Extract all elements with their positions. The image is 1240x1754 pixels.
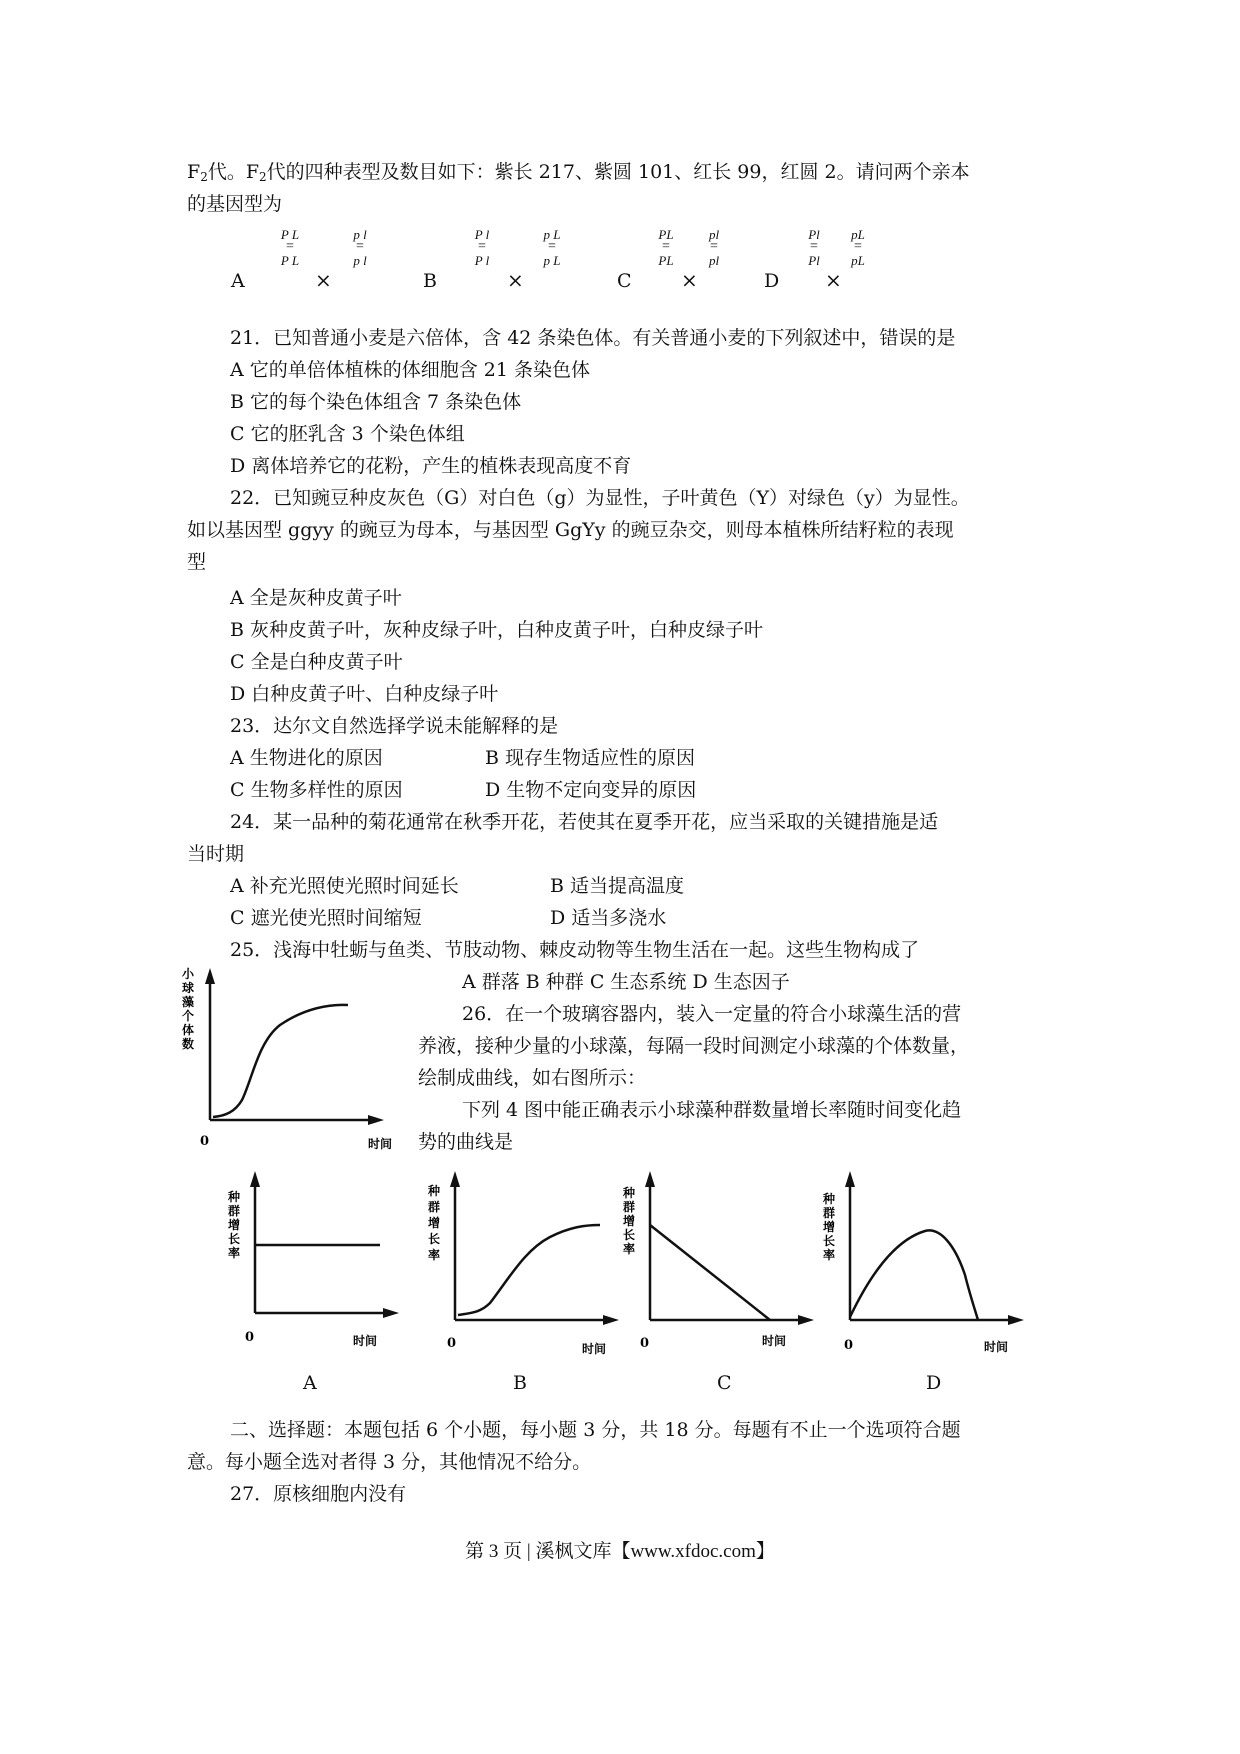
option-letter: B — [423, 270, 437, 292]
growth-rate-curve — [458, 1225, 600, 1315]
growth-rate-curve — [850, 1230, 978, 1320]
y-label-3: 增 — [623, 1214, 636, 1228]
option-letter: D — [764, 270, 780, 292]
q22-option-c: C 全是白种皮黄子叶 — [230, 651, 403, 673]
q26-stem-line2: 养液，接种少量的小球藻，每隔一段时间测定小球藻的个体数量， — [418, 1035, 970, 1057]
cross-sign: × — [315, 268, 332, 292]
y-label-2: 群 — [623, 1200, 636, 1214]
q26-stem-line4: 下列 4 图中能正确表示小球藻种群数量增长率随时间变化趋 — [462, 1099, 962, 1121]
y-label-5: 率 — [823, 1248, 836, 1262]
genotype-left: P L = P L — [280, 227, 300, 268]
genotype-left: Pl = Pl — [808, 227, 820, 268]
cross-sign: × — [681, 268, 698, 292]
q20-line1: $F_2$代。$F_2$代的四种表型及数目如下：紫长 217、紫圆 101、红长 99，红圆 2。请问两个亲本 — [187, 161, 970, 184]
y-axis-arrow — [845, 1171, 855, 1187]
q22-stem-line2: 如以基因型 ggyy 的豌豆为母本，与基因型 GgYy 的豌豆杂交，则母本植株所结籽粒的表现 — [187, 519, 954, 541]
genotype-right: pL = pL — [851, 227, 865, 268]
cross-sign: × — [825, 268, 842, 292]
y-label-2: 球 — [182, 981, 195, 995]
growth-rate-line — [650, 1225, 770, 1320]
q26-stem-line5: 势的曲线是 — [418, 1131, 514, 1153]
y-label-2: 群 — [228, 1204, 241, 1218]
q26-graph-c-letter: C — [717, 1372, 732, 1394]
y-label-4: 长 — [823, 1234, 836, 1248]
q22-option-b: B 灰种皮黄子叶，灰种皮绿子叶，白种皮黄子叶，白种皮绿子叶 — [230, 619, 764, 641]
q23-option-c: C 生物多样性的原因 — [230, 779, 403, 801]
origin-label: 0 — [640, 1336, 650, 1351]
q26-graph-d-letter: D — [926, 1372, 942, 1394]
y-axis-arrow — [205, 968, 215, 984]
y-label-3: 增 — [823, 1220, 836, 1234]
q24-stem-line1: 24．某一品种的菊花通常在秋季开花，若使其在夏季开花，应当采取的关键措施是适 — [230, 811, 939, 833]
q26-graph-a-letter: A — [303, 1372, 317, 1394]
genotype-right: pl = pl — [708, 227, 720, 268]
q26-graph-b — [425, 1165, 625, 1360]
q27-stem: 27．原核细胞内没有 — [230, 1483, 407, 1505]
x-label: 时间 — [762, 1334, 787, 1348]
y-label-1: 种 — [623, 1186, 636, 1200]
y-label-5: 率 — [623, 1242, 636, 1256]
q21-option-b: B 它的每个染色体组含 7 条染色体 — [230, 391, 522, 413]
q23-option-b: B 现存生物适应性的原因 — [485, 747, 696, 769]
page-footer: 第 3 页 | 溪枫文库【www.xfdoc.com】 — [465, 1541, 775, 1562]
q21-stem: 21．已知普通小麦是六倍体，含 42 条染色体。有关普通小麦的下列叙述中，错误的是 — [230, 327, 956, 349]
x-axis-arrow — [603, 1315, 619, 1325]
genotype-left: PL = PL — [658, 227, 674, 268]
q22-option-d: D 白种皮黄子叶、白种皮绿子叶 — [230, 683, 499, 705]
q25-options: A 群落 B 种群 C 生态系统 D 生态因子 — [462, 971, 790, 993]
q26-stem-line3: 绘制成曲线，如右图所示： — [418, 1067, 647, 1089]
x-label: 时间 — [582, 1342, 607, 1356]
q26-main-graph — [180, 960, 410, 1150]
q23-stem: 23．达尔文自然选择学说未能解释的是 — [230, 715, 559, 737]
option-letter: A — [231, 270, 245, 292]
q24-option-c: C 遮光使光照时间缩短 — [230, 907, 422, 929]
q22-option-a: A 全是灰种皮黄子叶 — [230, 587, 402, 609]
population-curve — [213, 1005, 348, 1117]
genotype-right: p l = p l — [353, 227, 367, 268]
y-axis-arrow — [645, 1171, 655, 1187]
x-label: 时间 — [984, 1340, 1009, 1354]
genotype-left: P l = P l — [474, 227, 490, 268]
y-label-2: 群 — [428, 1200, 441, 1214]
origin-label: 0 — [844, 1338, 854, 1353]
q23-option-a: A 生物进化的原因 — [230, 747, 383, 769]
y-label-1: 种 — [428, 1184, 441, 1198]
q21-option-d: D 离体培养它的花粉，产生的植株表现高度不育 — [230, 455, 632, 477]
y-label-4: 长 — [428, 1232, 441, 1246]
origin-label: 0 — [200, 1134, 210, 1149]
y-label-1: 种 — [823, 1192, 836, 1206]
x-label: 时间 — [368, 1137, 393, 1150]
y-label-3: 增 — [428, 1216, 441, 1230]
y-label-5: 率 — [428, 1248, 441, 1262]
q22-stem-line3: 型 — [187, 551, 207, 573]
x-axis-arrow — [798, 1315, 814, 1325]
q23-option-d: D 生物不定向变异的原因 — [485, 779, 697, 801]
y-label-1: 小 — [182, 967, 195, 981]
q21-option-c: C 它的胚乳含 3 个染色体组 — [230, 423, 465, 445]
x-axis-arrow — [368, 1115, 384, 1125]
y-label-6: 数 — [182, 1037, 195, 1051]
x-axis-arrow — [1008, 1315, 1024, 1325]
q26-graph-d — [820, 1165, 1030, 1360]
origin-label: 0 — [245, 1330, 255, 1345]
section2-line1: 二、选择题：本题包括 6 个小题，每小题 3 分，共 18 分。每题有不止一个选项符合题 — [230, 1419, 961, 1441]
q26-graph-a — [225, 1165, 405, 1355]
q26-graph-c — [620, 1165, 820, 1360]
q24-stem-line2: 当时期 — [187, 843, 245, 865]
q22-stem-line1: 22．已知豌豆种皮灰色（G）对白色（g）为显性，子叶黄色（Y）对绿色（y）为显性。 — [230, 487, 970, 509]
option-letter: C — [617, 270, 632, 292]
q21-option-a: A 它的单倍体植株的体细胞含 21 条染色体 — [230, 359, 591, 381]
section2-line2: 意。每小题全选对者得 3 分，其他情况不给分。 — [187, 1451, 592, 1473]
y-label-3: 增 — [228, 1218, 241, 1232]
genotype-right: p L = p L — [543, 227, 561, 268]
y-label-2: 群 — [823, 1206, 836, 1220]
origin-label: 0 — [447, 1336, 457, 1351]
q24-option-d: D 适当多浇水 — [550, 907, 667, 929]
y-label-4: 个 — [182, 1009, 195, 1023]
y-axis-arrow — [250, 1171, 260, 1187]
y-axis-arrow — [450, 1171, 460, 1187]
q26-stem-line1: 26．在一个玻璃容器内，装入一定量的符合小球藻生活的营 — [462, 1003, 962, 1025]
y-label-5: 体 — [182, 1023, 195, 1037]
y-label-5: 率 — [228, 1246, 241, 1260]
y-label-1: 种 — [228, 1190, 241, 1204]
q24-option-b: B 适当提高温度 — [550, 875, 685, 897]
y-label-4: 长 — [623, 1228, 636, 1242]
x-label: 时间 — [353, 1334, 378, 1348]
x-axis-arrow — [383, 1308, 399, 1318]
y-label-3: 藻 — [182, 995, 195, 1009]
q24-option-a: A 补充光照使光照时间延长 — [230, 875, 459, 897]
q20-line2: 的基因型为 — [187, 193, 283, 215]
q25-stem: 25．浅海中牡蛎与鱼类、节肢动物、棘皮动物等生物生活在一起。这些生物构成了 — [230, 939, 920, 961]
cross-sign: × — [507, 268, 524, 292]
q26-graph-b-letter: B — [513, 1372, 527, 1394]
y-label-4: 长 — [228, 1232, 241, 1246]
